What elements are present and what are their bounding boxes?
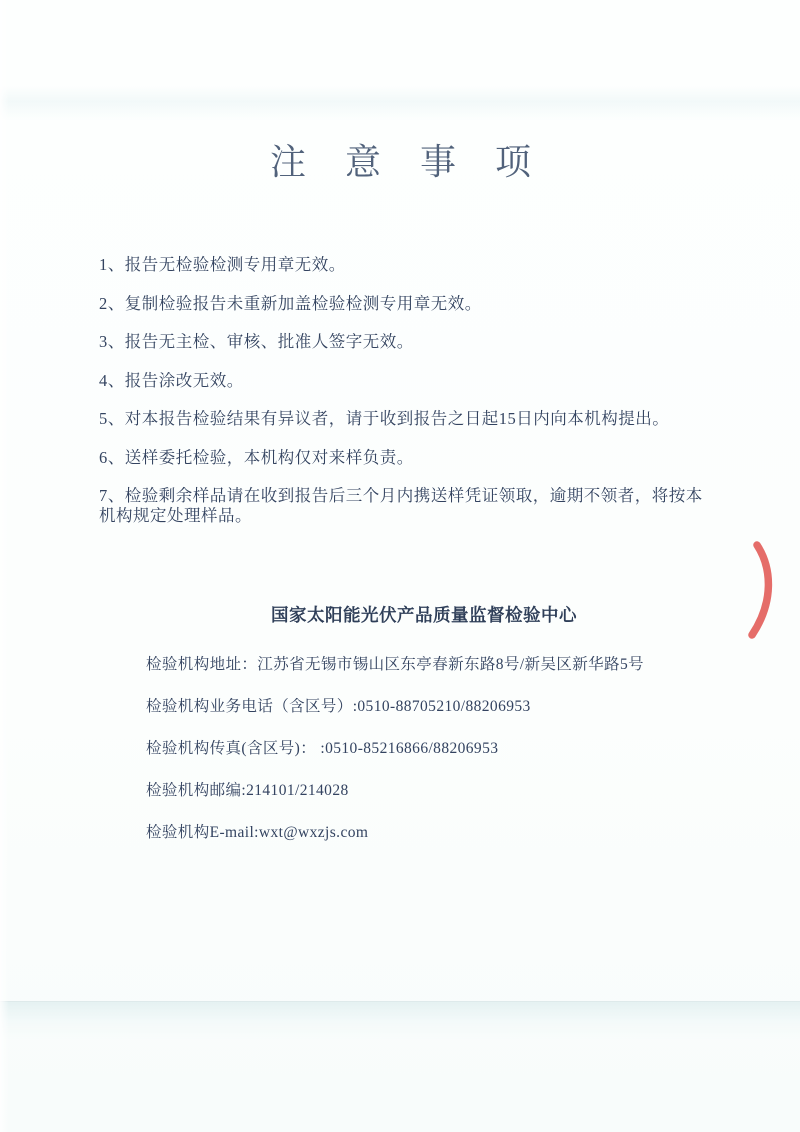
notice-item-7: 7、检验剩余样品请在收到报告后三个月内携送样凭证领取，逾期不领者，将按本机构规定处理样品。 <box>99 486 703 525</box>
notice-item-5: 5、对本报告检验结果有异议者，请于收到报告之日起15日内向本机构提出。 <box>99 409 670 428</box>
notice-item-1: 1、报告无检验检测专用章无效。 <box>99 255 346 274</box>
organization-name: 国家太阳能光伏产品质量监督检验中心 <box>271 605 577 625</box>
contact-block <box>146 656 726 866</box>
contact-phone: 检验机构业务电话（含区号）:0510-88705210/88206953 <box>146 698 531 715</box>
scan-artifact-bottom <box>0 1001 800 1039</box>
scan-artifact-left-edge <box>0 0 9 1132</box>
notice-item-3: 3、报告无主检、审核、批准人签字无效。 <box>99 332 414 351</box>
contact-fax: 检验机构传真(含区号)： :0510-85216866/88206953 <box>146 740 499 757</box>
notice-item-4: 4、报告涂改无效。 <box>99 370 244 390</box>
contact-postcode: 检验机构邮编:214101/214028 <box>146 782 349 799</box>
contact-address: 检验机构地址：江苏省无锡市锡山区东亭春新东路8号/新吴区新华路5号 <box>146 656 645 673</box>
scan-artifact-top <box>0 86 800 120</box>
red-stamp-arc-icon <box>740 538 782 642</box>
contact-email: 检验机构E-mail:wxt@wxzjs.com <box>146 824 369 841</box>
notice-item-2: 2、复制检验报告未重新加盖检验检测专用章无效。 <box>99 293 482 313</box>
notice-list <box>99 255 713 544</box>
page-title: 注 意 事 项 <box>269 142 546 182</box>
notice-item-6: 6、送样委托检验，本机构仅对来样负责。 <box>99 447 414 467</box>
